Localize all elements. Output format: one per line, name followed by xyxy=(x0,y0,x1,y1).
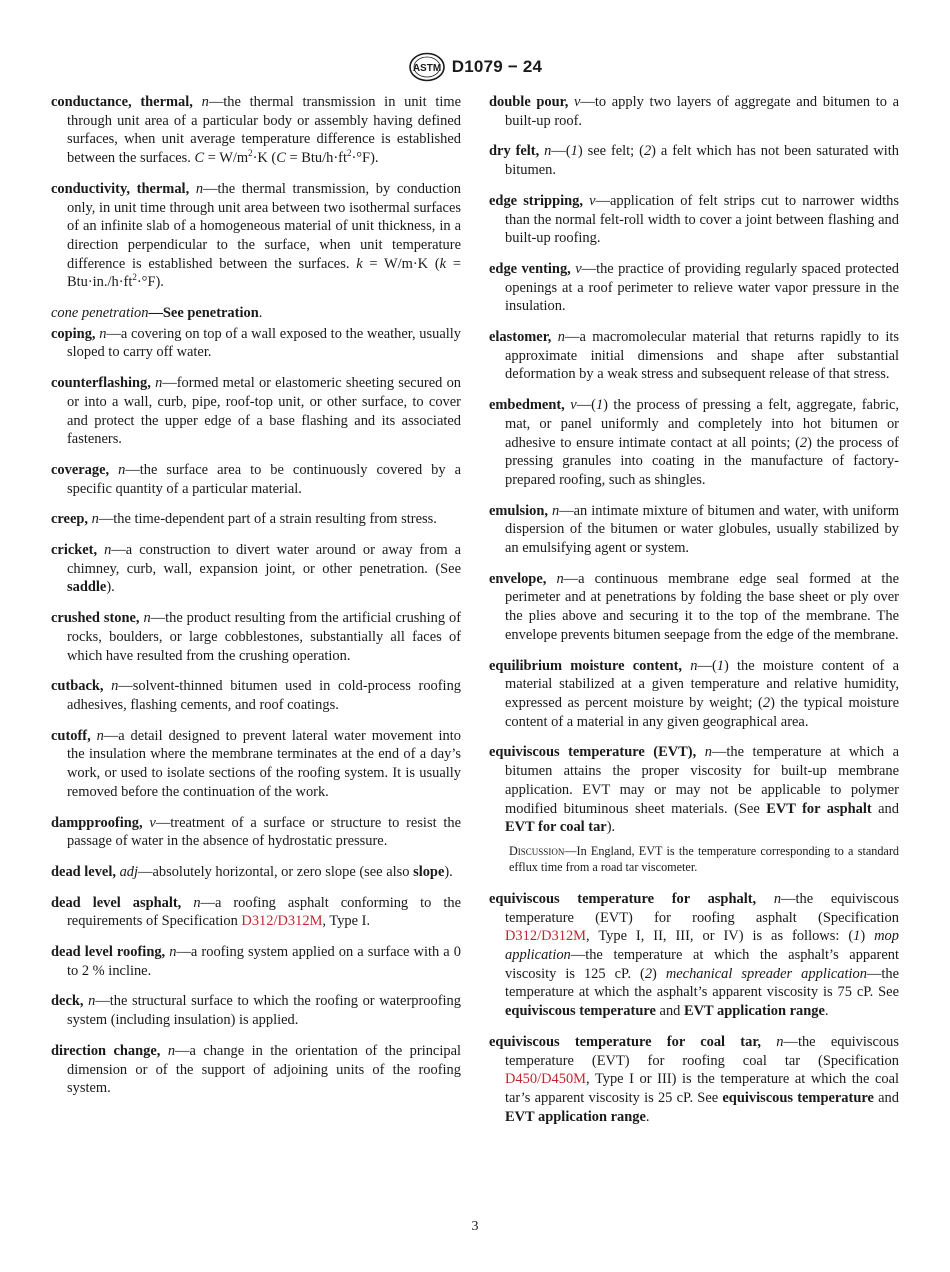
entry-dead-level: dead level, adj—absolutely horizontal, or zero slope (see also slope). xyxy=(51,863,453,880)
entry-equiviscous-temperature: equiviscous temperature (EVT), n—the temperature at which a bitumen attains the proper viscosity for built-up membrane application. EVT may or may not be applicable to polymer modified bituminous sheet materials. (See EVT for asphalt and EVT for coal tar). xyxy=(489,744,900,836)
entry-counterflashing: counterflashing, n—formed metal or elastomeric sheeting secured on or into a wall, curb, pipe, roof-top unit, or other surface, to cover and protect the upper edge of a base flashing and its associated fasteners. xyxy=(51,375,462,448)
entry-envelope: envelope, n—a continuous membrane edge seal formed at the perimeter and at penetrations by folding the base sheet or ply over the plies above and securing it to the top of the membrane. The envelope prevents bitumen seepage from the edge of the membrane. xyxy=(489,570,899,643)
entry-cricket: cricket, n—a construction to divert water around or away from a chimney, curb, wall, expansion joint, or other penetration. (See saddle). xyxy=(51,542,462,596)
entry-creep: creep, n—the time-dependent part of a strain resulting from stress. xyxy=(51,511,437,528)
entry-dampproofing: dampproofing, v—treatment of a surface or structure to resist the passage of water in the absence of hydrostatic pressure. xyxy=(51,814,461,850)
entry-dead-level-roofing: dead level roofing, n—a roofing system applied on a surface with a 0 to 2 % incline. xyxy=(51,944,461,979)
left-column xyxy=(51,93,461,1110)
entry-elastomer: elastomer, n—a macromolecular material that returns rapidly to its approximate initial dimensions and shape after substantial deformation by a weak stress and subsequent release of that stress. xyxy=(489,329,899,383)
entry-coverage: coverage, n—the surface area to be continuously covered by a specific quantity of a particular material. xyxy=(51,461,461,497)
entry-equilibrium-moisture-content: equilibrium moisture content, n—(1) the moisture content of a material stabilized at a given temperature and relative humidity, expressed as percent moisture by weight; (2) the typical moisture content of a material in any given geographical area. xyxy=(489,657,900,730)
discussion-note: Discussion—In England, EVT is the temperature corresponding to a standard efflux time from a road tar viscometer. xyxy=(509,843,899,875)
astm-logo-icon xyxy=(408,52,446,82)
cross-ref-evt-application-range-2: EVT application range xyxy=(505,1108,646,1125)
entry-edge-venting: edge venting, v—the practice of providing regularly spaced protected openings at a roof perimeter to relieve water vapor pressure in the insulation. xyxy=(489,260,900,315)
cross-ref-evt-coal-tar: EVT for coal tar xyxy=(505,819,607,836)
cross-ref-evt-asphalt: EVT for asphalt xyxy=(766,800,872,817)
spec-link-d450[interactable]: D450/D450M xyxy=(505,1071,587,1088)
entry-conductivity-thermal: conductivity, thermal, n—the thermal transmission, by conduction only, in unit time through unit area between two isothermal surfaces of an infinite slab of a homogeneous material of unit thickness, in a direction perpendicular to the surface, when unit temperature difference is established between the surfaces. k = W/m·K $(k = Btu\cdot in./h\cdot ft^2\cdot^\circ F)$. xyxy=(51,180,462,291)
entry-embedment: embedment, v—(1) the process of pressing a felt, aggregate, fabric, mat, or panel uniformly and completely into hot bitumen or adhesive to ensure intimate contact at all points; (2) the process of pressing granules into coating in the manufacture of factory-prepared roofing, such as shingles. xyxy=(489,397,899,488)
spec-link-d312[interactable]: D312/D312M xyxy=(241,913,323,930)
entry-dry-felt: dry felt, n—(1) see felt; (2) a felt which has not been saturated with bitumen. xyxy=(489,143,900,179)
entry-coping: coping, n—a covering on top of a wall exposed to the weather, usually sloped to carry off water. xyxy=(51,325,462,361)
cross-ref-equiviscous-temperature: equiviscous temperature xyxy=(505,1003,656,1020)
entry-evt-for-coal-tar: equiviscous temperature for coal tar, n—the equiviscous temperature (EVT) for roofing coal tar (Specification D450/D450M, Type I or III) is the temperature at which the coal tar’s apparent viscosity is 25 cP. See equiviscous temperature and EVT application range. xyxy=(489,1033,899,1125)
page-header xyxy=(0,52,950,82)
entry-emulsion: emulsion, n—an intimate mixture of bitumen and water, with uniform dispersion of the bitumen or water globules, usually stabilized by an emulsifying agent or system. xyxy=(489,502,899,557)
entry-cone-penetration: cone penetration—See penetration. xyxy=(51,305,263,322)
entry-dead-level-asphalt: dead level asphalt, n—a roofing asphalt conforming to the requirements of Specification D312/D312M, Type I. xyxy=(51,894,462,930)
entry-evt-for-asphalt: equiviscous temperature for asphalt, n—the equiviscous temperature (EVT) for roofing asphalt (Specification D312/D312M, Type I, II, III, or IV) is as follows: (1) mop application—the temperature at which the asphalt’s apparent viscosity is 125 cP. (2) mechanical spreader application—the temperature at which the asphalt’s apparent viscosity is 75 cP. See equiviscous temperature and EVT application range. xyxy=(489,890,899,1020)
cross-ref-penetration: penetration xyxy=(187,305,259,322)
page-number: 3 xyxy=(471,1219,479,1234)
cross-ref-evt-application-range: EVT application range xyxy=(684,1003,825,1020)
entry-crushed-stone: crushed stone, n—the product resulting from the artificial crushing of rocks, boulders, or large cobblestones, substantially all faces of which have resulted from the crushing operation. xyxy=(51,610,461,664)
entry-cutoff: cutoff, n—a detail designed to prevent lateral water movement into the insulation where the membrane terminates at the end of a day’s work, or used to isolate sections of the roofing system. It is usually removed before the continuation of the work. xyxy=(51,727,461,800)
cross-ref-equiviscous-temperature-2: equiviscous temperature xyxy=(722,1089,874,1106)
entry-deck: deck, n—the structural surface to which the roofing or waterproofing system (including insulation) is applied. xyxy=(51,993,461,1029)
entry-direction-change: direction change, n—a change in the orientation of the principal dimension or of the support of adjoining units of the roofing system. xyxy=(51,1042,461,1097)
entry-cutback: cutback, n—solvent-thinned bitumen used in cold-process roofing adhesives, flashing cements, and roof coatings. xyxy=(51,678,462,713)
cross-ref-saddle: saddle xyxy=(67,579,107,596)
spec-link-d312-asphalt[interactable]: D312/D312M xyxy=(505,928,587,945)
right-column xyxy=(489,93,899,1138)
entry-edge-stripping: edge stripping, v—application of felt strips cut to narrower widths than the normal felt-roll width to cover a joint between flashing and built-up roofing. xyxy=(489,192,899,247)
cross-ref-slope: slope xyxy=(413,863,445,880)
astm-logo-text: ASTM xyxy=(412,63,441,74)
entry-conductance-thermal: conductance, thermal, n—the thermal transmission in unit time through unit area of a particular body or assembly having defined surfaces, when unit average temperature difference is established between the surfaces. $C = W/m^2\cdot K$ (C = Btu/$h\cdot ft^2\cdot^\circ F$). xyxy=(51,94,461,167)
document-number: D1079 − 24 xyxy=(451,57,543,76)
entry-double-pour: double pour, v—to apply two layers of aggregate and bitumen to a built-up roof. xyxy=(489,94,900,129)
